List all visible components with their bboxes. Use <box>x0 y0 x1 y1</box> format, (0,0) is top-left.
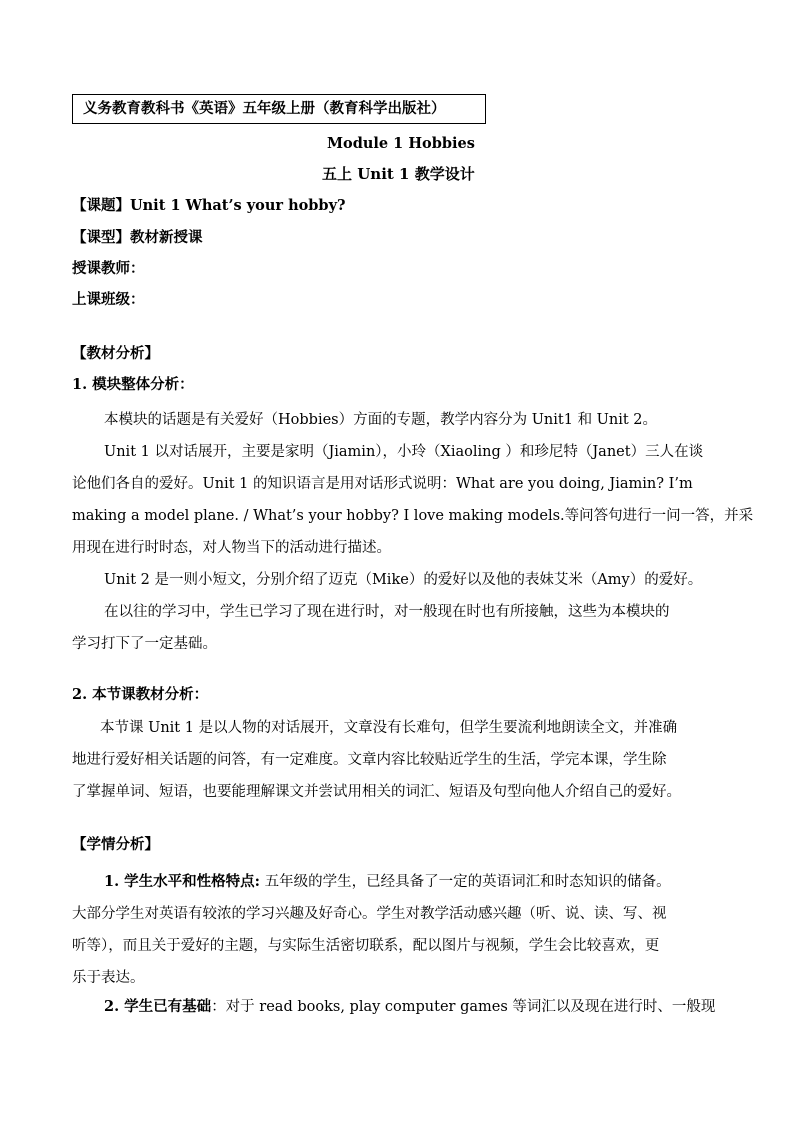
learner-level-label: 1. 学生水平和性格特点: <box>104 873 261 890</box>
text-line: Unit 1 以对话展开，主要是家明（Jiamin），小玲（Xiaoling ）和珍尼特（Janet）三人在谈 <box>104 444 704 460</box>
text-line: 论他们各自的爱好。Unit 1 的知识语言是用对话形式说明：What are you doing, Jiamin? I’m <box>72 476 693 492</box>
text-line: 地进行爱好相关话题的问答，有一定难度。文章内容比较贴近学生的生活，学完本课，学生除 <box>72 752 667 768</box>
lesson-type: 【课型】教材新授课 <box>72 229 203 246</box>
module-analysis-heading: 1. 模块整体分析： <box>72 376 194 393</box>
text-line: making a model plane. / What’s your hobby? I love making models.等问答句进行一问一答，并采 <box>72 508 754 524</box>
learner-level-text: 五年级的学生，已经具备了一定的英语词汇和时态知识的储备。 <box>260 874 671 890</box>
text-line: 听等），而且关于爱好的主题，与实际生活密切联系，配以图片与视频，学生会比较喜欢，更 <box>72 938 660 954</box>
lesson-topic: 【课题】Unit 1 What’s your hobby? <box>72 197 346 214</box>
unit-design-title: 五上 Unit 1 教学设计 <box>322 165 475 183</box>
text-line: Unit 2 是一则小短文，分别介绍了迈克（Mike）的爱好以及他的表妹艾米（Amy）的爱好。 <box>104 572 703 588</box>
text-line: 乐于表达。 <box>72 970 145 986</box>
section-heading-learner-analysis: 【学情分析】 <box>72 836 159 853</box>
text-line: 了掌握单词、短语，也要能理解课文并尝试用相关的词汇、短语及句型向他人介绍自己的爱好。 <box>72 784 681 800</box>
lesson-analysis-heading: 2. 本节课教材分析： <box>72 686 209 703</box>
text-line: 本节课 Unit 1 是以人物的对话展开，文章没有长难句，但学生要流利地朗读全文，并准确 <box>100 720 678 736</box>
lesson-analysis-paragraph <box>72 712 681 808</box>
learner-level-paragraph <box>72 866 671 994</box>
section-heading-material-analysis: 【教材分析】 <box>72 345 159 362</box>
learner-basis-label: 2. 学生已有基础 <box>104 998 212 1015</box>
text-line: 在以往的学习中，学生已学习了现在进行时，对一般现在时也有所接触，这些为本模块的 <box>104 604 670 620</box>
teacher-label: 授课教师： <box>72 260 145 277</box>
text-line <box>72 991 715 1023</box>
learner-basis-paragraph <box>72 991 715 1023</box>
class-label: 上课班级： <box>72 291 145 308</box>
learner-basis-text: ：对于 read books, play computer games 等词汇以及现在进行时、一般现 <box>211 999 716 1015</box>
text-line: 用现在进行时时态，对人物当下的活动进行描述。 <box>72 540 391 556</box>
text-line: 学习打下了一定基础。 <box>72 636 217 652</box>
text-line <box>72 866 671 898</box>
textbook-title-box: 义务教育教科书《英语》五年级上册（教育科学出版社） <box>72 94 486 124</box>
text-line: 大部分学生对英语有较浓的学习兴趣及好奇心。学生对教学活动感兴趣（听、说、读、写、视 <box>72 906 667 922</box>
text-line: 本模块的话题是有关爱好（Hobbies）方面的专题，教学内容分为 Unit1 和 Unit 2。 <box>104 412 658 428</box>
module-analysis-paragraph <box>72 404 753 660</box>
module-title: Module 1 Hobbies <box>327 135 475 152</box>
